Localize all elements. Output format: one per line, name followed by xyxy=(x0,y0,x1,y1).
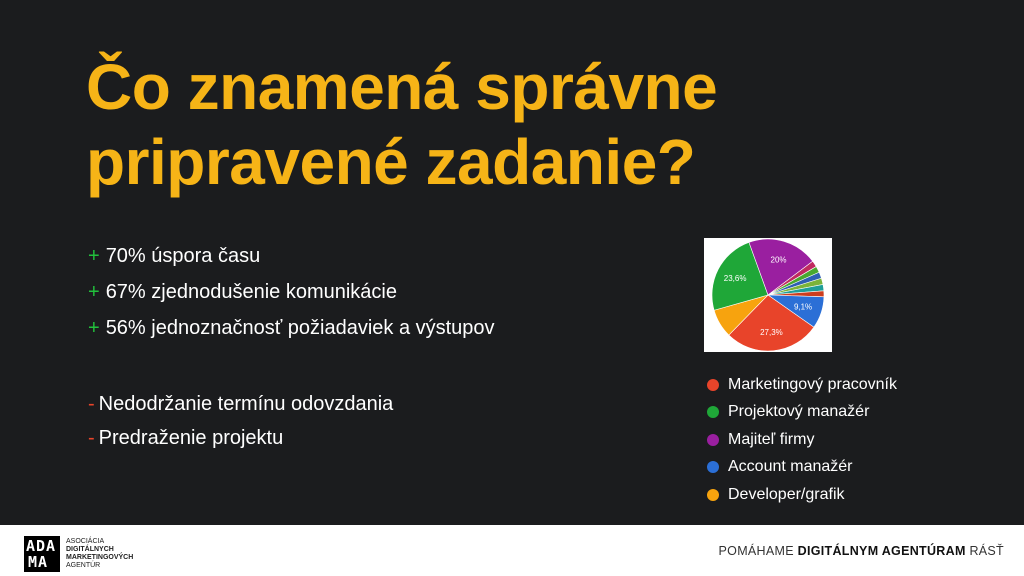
pros-list xyxy=(88,242,495,350)
legend-dot xyxy=(707,434,719,446)
cons-item-text: Predraženie projektu xyxy=(98,427,284,449)
tagline-highlight: DIGITÁLNYM AGENTÚRAM xyxy=(797,544,966,558)
legend-label: Developer/grafik xyxy=(728,485,845,503)
slide-title: Čo znamená správne pripravené zadanie? xyxy=(86,51,718,198)
legend-item xyxy=(707,399,897,427)
pros-item xyxy=(88,278,495,314)
plus-icon: + xyxy=(88,317,100,339)
cons-item-text: Nedodržanie termínu odovzdania xyxy=(98,393,394,415)
adma-logo xyxy=(24,536,60,572)
logo-text-bottom: MA xyxy=(28,553,49,571)
pie-data-label: 27,3% xyxy=(760,327,783,337)
org-name xyxy=(66,538,133,570)
minus-icon: - xyxy=(88,427,95,449)
cons-item xyxy=(88,424,393,458)
cons-list xyxy=(88,390,393,458)
cons-item xyxy=(88,390,393,424)
org-name-line: MARKETINGOVÝCH xyxy=(66,554,134,561)
pie-chart-svg xyxy=(704,238,832,352)
legend-item xyxy=(707,426,897,454)
org-name-line: ASOCIÁCIA xyxy=(66,538,105,545)
legend-item xyxy=(707,454,897,482)
pie-chart xyxy=(704,238,832,352)
legend-label: Majiteľ firmy xyxy=(728,430,815,448)
chart-legend xyxy=(707,371,897,509)
plus-icon: + xyxy=(88,281,100,303)
legend-item xyxy=(707,481,897,509)
tagline-part: RÁSŤ xyxy=(969,544,1004,558)
pie-data-label: 20% xyxy=(770,255,787,265)
org-name-line: DIGITÁLNYCH xyxy=(66,546,114,553)
legend-dot xyxy=(707,379,719,391)
tagline xyxy=(719,544,1004,558)
pros-item xyxy=(88,242,495,278)
legend-label: Projektový manažér xyxy=(728,403,870,421)
pros-item xyxy=(88,314,495,350)
pros-item-text: 67% zjednodušenie komunikácie xyxy=(105,281,397,303)
legend-dot xyxy=(707,461,719,473)
org-name-line: AGENTÚR xyxy=(66,562,101,569)
legend-dot xyxy=(707,489,719,501)
legend-label: Marketingový pracovník xyxy=(728,375,897,393)
legend-label: Account manažér xyxy=(728,458,853,476)
footer xyxy=(0,525,1024,576)
legend-item xyxy=(707,371,897,399)
minus-icon: - xyxy=(88,393,95,415)
plus-icon: + xyxy=(88,245,100,267)
tagline-part: POMÁHAME xyxy=(718,544,794,558)
pros-item-text: 56% jednoznačnosť požiadaviek a výstupov xyxy=(105,317,495,339)
pie-data-label: 9,1% xyxy=(793,302,813,312)
pros-item-text: 70% úspora času xyxy=(105,245,261,267)
legend-dot xyxy=(707,406,719,418)
logo-text-top: ADA xyxy=(26,537,57,555)
pie-data-label: 23,6% xyxy=(723,274,747,284)
